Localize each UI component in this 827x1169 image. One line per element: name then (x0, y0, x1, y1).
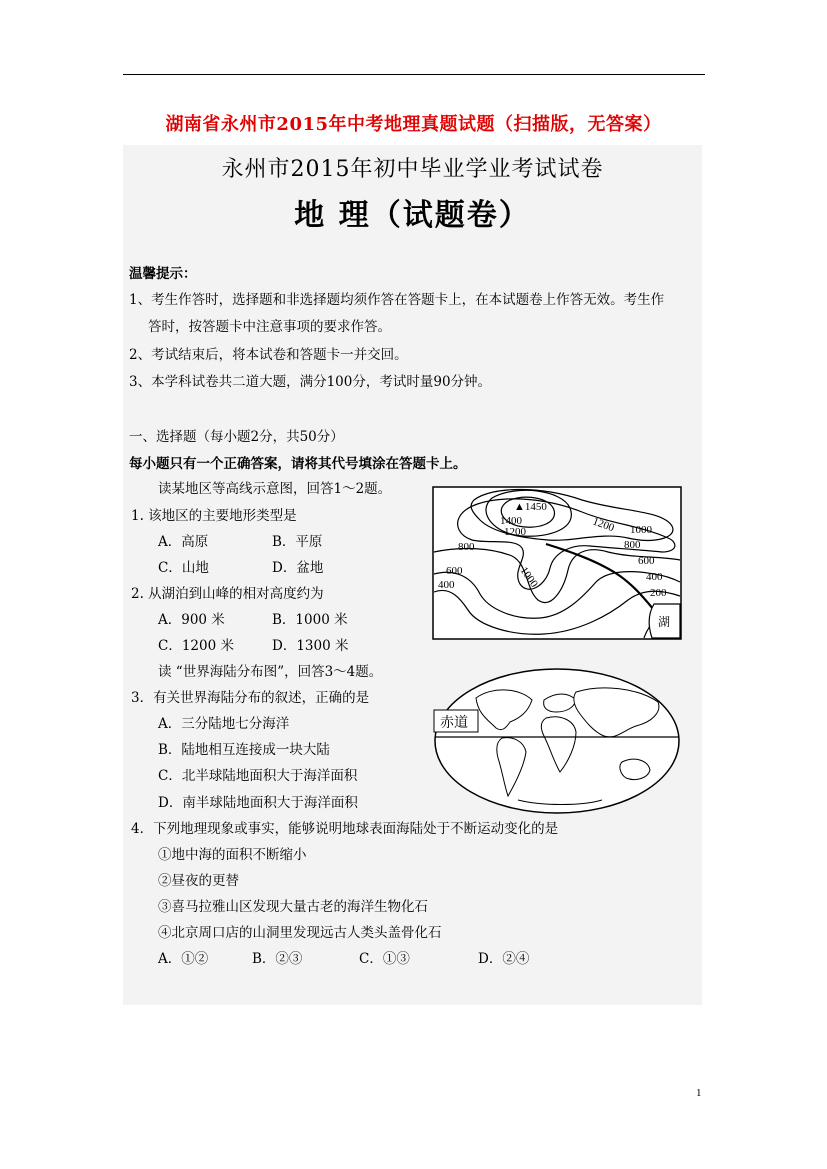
tip-3: 3、本学科试卷共二道大题，满分100分，考试时量90分钟。 (129, 374, 492, 390)
tip-2: 2、考试结束后，将本试卷和答题卡一并交回。 (129, 347, 408, 363)
exam-title: 永州市2015年初中毕业学业考试试卷 (221, 157, 604, 182)
q2-option-d: D．1300 米 (272, 638, 349, 654)
header-rule (123, 74, 705, 75)
tip-1: 1、考生作答时，选择题和非选择题均须作答在答题卡上，在本试题卷上作答无效。考生作 (129, 292, 665, 308)
q3-option-c: C．北半球陆地面积大于海洋面积 (158, 768, 358, 784)
contour-label-1200b: 1200 (590, 515, 616, 535)
subject-title: 地 理（试题卷） (294, 198, 531, 233)
q4-statement-4: ④北京周口店的山洞里发现远古人类头盖骨化石 (158, 925, 442, 941)
contour-label-400a: 400 (438, 579, 455, 591)
contour-label-800a: 800 (458, 541, 475, 553)
equator-label: 赤道 (440, 716, 468, 731)
question-1-stem: 1. 该地区的主要地形类型是 (131, 508, 297, 524)
contour-label-200: 200 (650, 587, 667, 599)
document-title: 湖南省永州市2015年中考地理真题试题（扫描版，无答案） (165, 114, 662, 135)
q4-statement-2: ②昼夜的更替 (158, 873, 239, 889)
contour-label-400b: 400 (646, 571, 663, 583)
tip-1-cont: 答时，按答题卡中注意事项的要求作答。 (148, 319, 391, 335)
q3-option-b: B．陆地相互连接成一块大陆 (158, 742, 330, 758)
contour-label-800b: 800 (624, 539, 641, 551)
question-3-stem: 3．有关世界海陆分布的叙述，正确的是 (131, 690, 370, 706)
question-4-stem: 4．下列地理现象或事实，能够说明地球表面海陆处于不断运动变化的是 (131, 821, 559, 837)
question-2-stem: 2. 从湖泊到山峰的相对高度约为 (131, 586, 324, 602)
q3-option-a: A．三分陆地七分海洋 (158, 716, 290, 732)
q4-statement-1: ①地中海的面积不断缩小 (158, 847, 307, 863)
page-number: 1 (696, 1087, 702, 1099)
section-instruction: 每小题只有一个正确答案，请将其代号填涂在答题卡上。 (129, 456, 467, 472)
contour-label-1200a: 1200 (504, 526, 526, 538)
q1-option-d: D．盆地 (272, 560, 324, 576)
section-heading: 一、选择题（每小题2分，共50分） (129, 429, 344, 445)
q2-option-c: C．1200 米 (158, 638, 234, 654)
contour-label-1000b: 1000 (517, 564, 540, 590)
contour-map (432, 486, 682, 640)
lake-label: 湖 (658, 615, 671, 629)
read-instruction-2: 读 “世界海陆分布图”，回答3～4题。 (158, 664, 383, 680)
world-map (432, 666, 682, 816)
q4-option-c: C．①③ (359, 951, 410, 967)
q4-statement-3: ③喜马拉雅山区发现大量古老的海洋生物化石 (158, 899, 428, 915)
q1-option-b: B．平原 (272, 534, 323, 550)
q2-option-a: A．900 米 (158, 612, 225, 628)
contour-label-600b: 600 (638, 555, 655, 567)
q1-option-c: C．山地 (158, 560, 209, 576)
q4-option-d: D．②④ (478, 951, 530, 967)
read-instruction-1: 读某地区等高线示意图，回答1～2题。 (158, 481, 392, 497)
q3-option-d: D．南半球陆地面积大于海洋面积 (158, 795, 358, 811)
q1-option-a: A．高原 (158, 534, 209, 550)
contour-label-1000a: 1000 (630, 524, 652, 536)
contour-label-600a: 600 (446, 565, 463, 577)
q4-option-b: B．②③ (252, 951, 303, 967)
q2-option-b: B．1000 米 (272, 612, 348, 628)
tips-heading: 温馨提示： (129, 266, 197, 282)
contour-label-1400: 1400 (500, 515, 522, 527)
contour-peak-label: ▲1450 (514, 501, 547, 513)
q4-option-a: A．①② (158, 951, 209, 967)
